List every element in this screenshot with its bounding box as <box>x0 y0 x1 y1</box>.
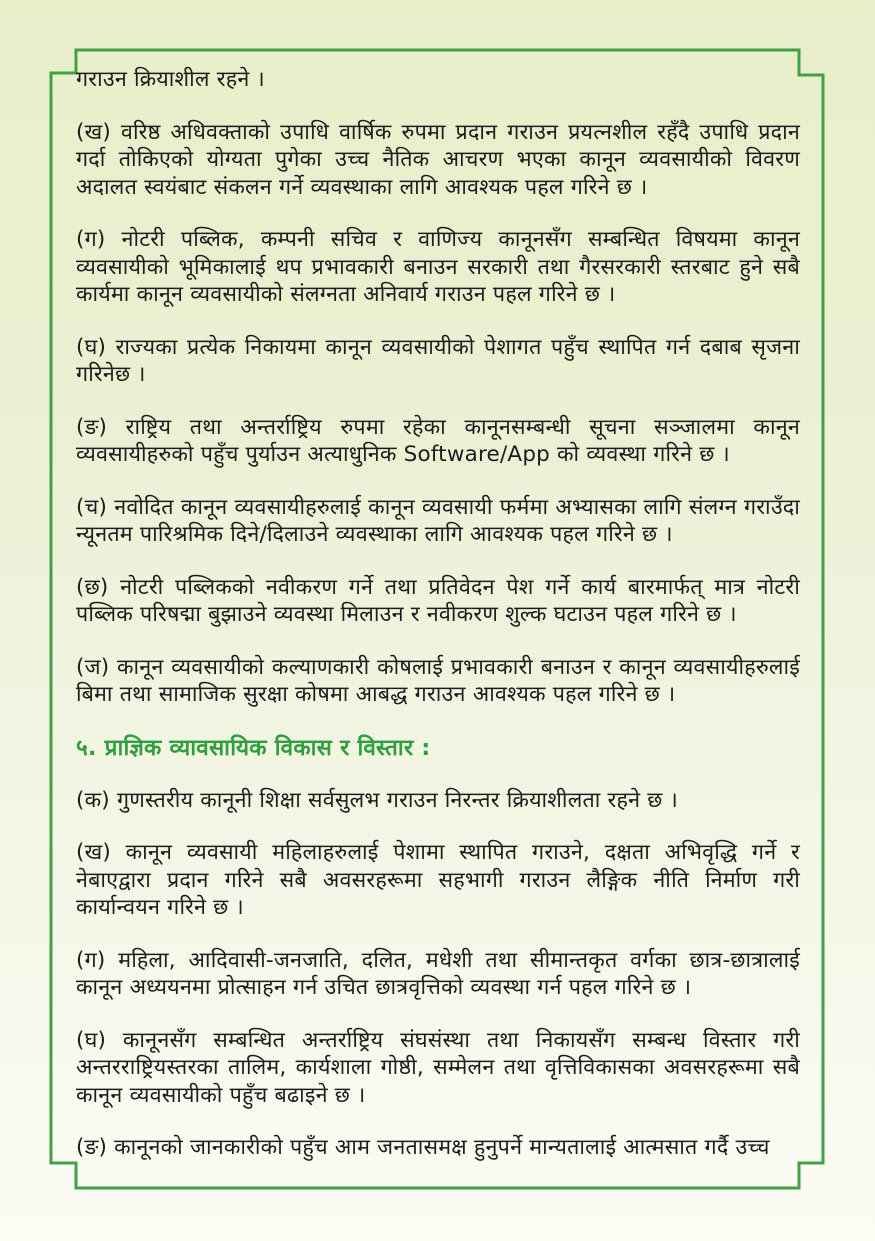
page-content <box>76 66 800 1162</box>
item-text: कानूनसँग सम्बन्धित अन्तर्राष्ट्रिय संघसंस्था तथा निकायसँग सम्बन्ध विस्तार गरी अन्तरराष्ट्रियस्तरका तालिम, कार्यशाला गोष्ठी, सम्मेलन तथा वृत्तिविकासका अवसरहरूमा सबै कानून व्यवसायीको पहुँच बढाइने छ । <box>76 1027 800 1108</box>
list-item-chha <box>76 574 800 629</box>
item-text: राज्यका प्रत्येक निकायमा कानून व्यवसायीको पेशागत पहुँच स्थापित गर्न दबाब सृजना गरिनेछ । <box>76 334 800 387</box>
continued-paragraph: गराउन क्रियाशील रहने । <box>76 67 265 92</box>
item-text: राष्ट्रिय तथा अन्तर्राष्ट्रिय रुपमा रहेका कानूनसम्बन्धी सूचना सञ्जालमा कानून व्यवसायीहरुको पहुँच पुर्याउन अत्याधुनिक Software/App को व्यवस्था गरिने छ । <box>76 414 800 467</box>
item-label: (ग) <box>76 947 106 973</box>
item-text: कानून व्यवसायीको कल्याणकारी कोषलाई प्रभावकारी बनाउन र कानून व्यवसायीहरुलाई बिमा तथा सामाजिक सुरक्षा कोषमा आबद्ध गराउन आवश्यक पहल गरिने छ । <box>76 654 800 707</box>
item-text: कानून व्यवसायी महिलाहरुलाई पेशामा स्थापित गराउने, दक्षता अभिवृद्धि गर्ने र नेबाएद्वारा प्रदान गरिने सबै अवसरहरूमा सहभागी गराउन लैङ्गिक नीति निर्माण गरी कार्यान्वयन गरिने छ । <box>76 840 800 920</box>
item-text: वरिष्ठ अधिवक्ताको उपाधि वार्षिक रुपमा प्रदान गराउन प्रयत्नशील रहँदै उपाधि प्रदान गर्दा तोकिएको योग्यता पुगेका उच्च नैतिक आचरण भएका कानून व्यवसायीको विवरण अदालत स्वयंबाट संकलन गर्ने व्यवस्थाका लागि आवश्यक पहल गरिने छ । <box>76 119 800 200</box>
list-item-cha <box>76 494 800 549</box>
list-item-s5-nga <box>76 1134 800 1162</box>
item-label: (ख) <box>76 840 111 865</box>
item-text: नोटरी पब्लिक, कम्पनी सचिव र वाणिज्य कानूनसँग सम्बन्धित विषयमा कानून व्यवसायीको भूमिकालाई थप प्रभावकारी बनाउन सरकारी तथा गैरसरकारी स्तरबाट हुने सबै कार्यमा कानून व्यवसायीको संलग्नता अनिवार्य गराउन पहल गरिने छ । <box>76 227 800 307</box>
list-item-s5-ga <box>76 947 800 1002</box>
item-label: (क) <box>76 787 110 813</box>
item-label: (ग) <box>76 227 106 252</box>
item-label: (ज) <box>76 654 110 680</box>
item-text: नवोदित कानून व्यवसायीहरुलाई कानून व्यवसायी फर्ममा अभ्यासका लागि संलग्न गराउँदा न्यूनतम पारिश्रमिक दिने/दिलाउने व्यवस्थाका लागि आवश्यक पहल गरिने छ । <box>76 494 800 547</box>
list-item-ga <box>76 226 800 309</box>
item-label: (घ) <box>76 334 107 360</box>
list-item-nga <box>76 414 800 469</box>
list-item-ja <box>76 654 800 709</box>
item-label: (ङ) <box>76 1135 108 1160</box>
list-item-s5-kha <box>76 839 800 922</box>
section5-heading: ५. प्राज्ञिक व्यावसायिक विकास र विस्तार : <box>76 734 431 761</box>
list-item-gha <box>76 334 800 389</box>
item-text: गुणस्तरीय कानूनी शिक्षा सर्वसुलभ गराउन निरन्तर क्रियाशीलता रहने छ । <box>116 787 678 813</box>
item-label: (ङ) <box>76 414 108 440</box>
list-item-s5-ka <box>76 787 800 815</box>
item-text: महिला, आदिवासी-जनजाति, दलित, मधेशी तथा सीमान्तकृत वर्गका छात्र-छात्रालाई कानून अध्ययनमा प्रोत्साहन गर्न उचित छात्रवृत्तिको व्यवस्था गर्न पहल गरिने छ । <box>76 947 800 1000</box>
list-item-kha <box>76 119 800 202</box>
item-label: (ख) <box>76 119 111 145</box>
item-text: नोटरी पब्लिकको नवीकरण गर्ने तथा प्रतिवेदन पेश गर्ने कार्य बारमार्फत् मात्र नोटरी पब्लिक परिषद्मा बुझाउने व्यवस्था मिलाउन र नवीकरण शुल्क घटाउन पहल गरिने छ । <box>76 574 800 627</box>
item-label: (घ) <box>76 1027 107 1053</box>
item-label: (छ) <box>76 574 109 600</box>
item-label: (च) <box>76 494 108 520</box>
item-text: कानूनको जानकारीको पहुँच आम जनतासमक्ष हुनुपर्ने मान्यतालाई आत्मसात गर्दै उच्च <box>114 1135 770 1160</box>
list-item-s5-gha <box>76 1027 800 1110</box>
